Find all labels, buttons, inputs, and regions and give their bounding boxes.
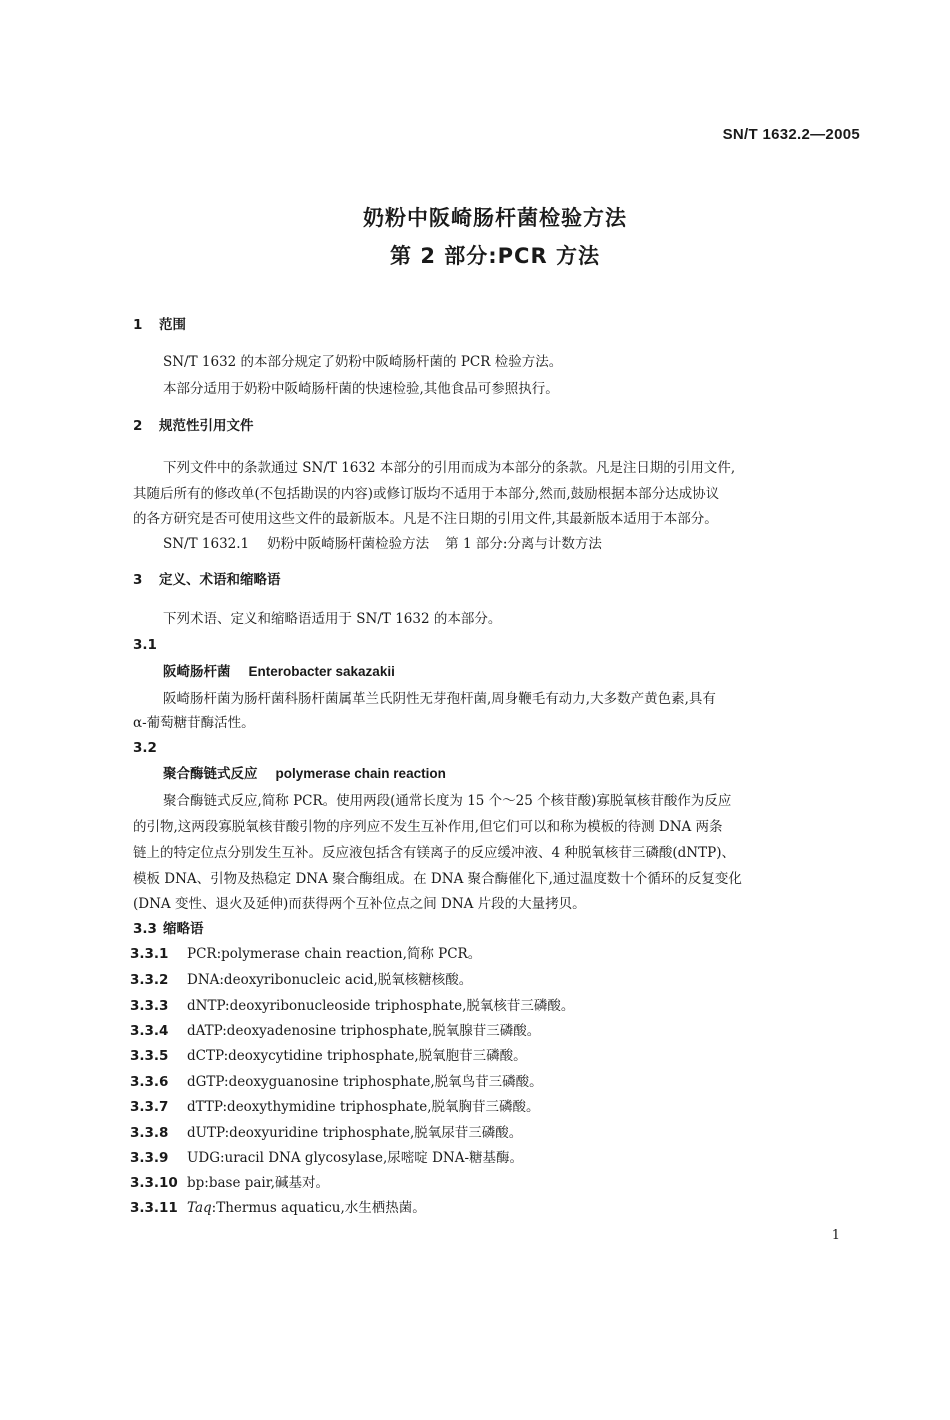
item-number: 3.3.4 bbox=[130, 1023, 169, 1039]
item-number: 3.3.9 bbox=[130, 1150, 169, 1166]
item-text: dGTP:deoxyguanosine triphosphate,脱氧鸟苷三磷酸。 bbox=[187, 1074, 543, 1090]
abbreviation-item bbox=[130, 1046, 527, 1066]
item-number: 3.3.5 bbox=[130, 1048, 169, 1064]
abbreviation-item bbox=[130, 1021, 540, 1041]
item-number: 3.3.10 bbox=[130, 1175, 178, 1191]
definition-3-1-line-2: α-葡萄糖苷酶活性。 bbox=[133, 715, 255, 731]
definitions-intro: 下列术语、定义和缩略语适用于 SN/T 1632 的本部分。 bbox=[163, 611, 502, 627]
abbreviation-item bbox=[130, 944, 481, 964]
item-text: :Thermus aquaticu,水生栖热菌。 bbox=[211, 1200, 426, 1216]
normative-line-3: 的各方研究是否可使用这些文件的最新版本。凡是不注日期的引用文件,其最新版本适用于本部分。 bbox=[133, 511, 718, 527]
item-text: bp:base pair,碱基对。 bbox=[187, 1175, 330, 1191]
normative-line-1: 下列文件中的条款通过 SN/T 1632 本部分的引用而成为本部分的条款。凡是注日期的引用文件, bbox=[163, 460, 736, 476]
item-number: 3.3.6 bbox=[130, 1074, 169, 1090]
item-text: dATP:deoxyadenosine triphosphate,脱氧腺苷三磷酸。 bbox=[187, 1023, 541, 1039]
reference-title: 奶粉中阪崎肠杆菌检验方法 bbox=[267, 536, 430, 552]
item-number: 3.3.1 bbox=[130, 946, 169, 962]
section-title: 规范性引用文件 bbox=[159, 418, 254, 434]
reference-entry bbox=[163, 534, 602, 554]
term-english: Enterobacter sakazakii bbox=[248, 664, 395, 679]
section-2-heading bbox=[133, 416, 254, 436]
definition-3-2-line-5: (DNA 变性、退火及延伸)而获得两个互补位点之间 DNA 片段的大量拷贝。 bbox=[133, 896, 586, 912]
item-text: dCTP:deoxycytidine triphosphate,脱氧胞苷三磷酸。 bbox=[187, 1048, 527, 1064]
definition-3-2-term bbox=[163, 764, 446, 784]
item-number: 3.3.11 bbox=[130, 1200, 178, 1216]
scope-paragraph-2: 本部分适用于奶粉中阪崎肠杆菌的快速检验,其他食品可参照执行。 bbox=[163, 381, 559, 397]
section-number: 1 bbox=[133, 317, 143, 333]
item-number: 3.3.3 bbox=[130, 998, 169, 1014]
page-number: 1 bbox=[831, 1228, 840, 1243]
document-title: 奶粉中阪崎肠杆菌检验方法 bbox=[363, 206, 627, 230]
definition-3-2-line-4: 模板 DNA、引物及热稳定 DNA 聚合酶组成。在 DNA 聚合酶催化下,通过温度数十个循环的反复变化 bbox=[133, 871, 742, 887]
abbreviations-heading bbox=[133, 919, 204, 939]
abbreviation-item bbox=[130, 1097, 540, 1117]
item-italic-abbrev: Taq bbox=[187, 1200, 212, 1216]
definition-3-1-line-1: 阪崎肠杆菌为肠杆菌科肠杆菌属革兰氏阴性无芽孢杆菌,周身鞭毛有动力,大多数产黄色素,具有 bbox=[163, 691, 716, 707]
document-subtitle: 第 2 部分:PCR 方法 bbox=[390, 244, 600, 268]
section-number: 3.3 bbox=[133, 921, 157, 937]
abbreviation-item bbox=[130, 970, 472, 990]
abbreviation-item bbox=[130, 1123, 522, 1143]
reference-part: 第 1 部分:分离与计数方法 bbox=[445, 536, 602, 552]
definition-3-1-number: 3.1 bbox=[133, 637, 157, 653]
reference-code: SN/T 1632.1 bbox=[163, 536, 250, 552]
definition-3-1-term bbox=[163, 662, 395, 682]
section-title: 缩略语 bbox=[163, 921, 204, 937]
section-1-heading bbox=[133, 315, 186, 335]
item-number: 3.3.7 bbox=[130, 1099, 169, 1115]
standard-code: SN/T 1632.2—2005 bbox=[722, 126, 860, 143]
item-text: dUTP:deoxyuridine triphosphate,脱氧尿苷三磷酸。 bbox=[187, 1125, 523, 1141]
abbreviation-item bbox=[130, 1148, 523, 1168]
item-text: DNA:deoxyribonucleic acid,脱氧核糖核酸。 bbox=[187, 972, 473, 988]
section-title: 定义、术语和缩略语 bbox=[159, 572, 281, 588]
term-chinese: 聚合酶链式反应 bbox=[163, 766, 258, 782]
section-3-heading bbox=[133, 570, 281, 590]
normative-line-2: 其随后所有的修改单(不包括勘误的内容)或修订版均不适用于本部分,然而,鼓励根据本部分达成协议 bbox=[133, 486, 720, 502]
term-chinese: 阪崎肠杆菌 bbox=[163, 664, 231, 680]
scope-paragraph-1: SN/T 1632 的本部分规定了奶粉中阪崎肠杆菌的 PCR 检验方法。 bbox=[163, 354, 563, 370]
item-text: UDG:uracil DNA glycosylase,尿嘧啶 DNA-糖基酶。 bbox=[187, 1150, 524, 1166]
item-number: 3.3.2 bbox=[130, 972, 169, 988]
definition-3-2-number: 3.2 bbox=[133, 740, 157, 756]
definition-3-2-line-3: 链上的特定位点分别发生互补。反应液包括含有镁离子的反应缓冲液、4 种脱氧核苷三磷酸(dNTP)、 bbox=[133, 845, 735, 861]
section-number: 3 bbox=[133, 572, 143, 588]
item-text: PCR:polymerase chain reaction,简称 PCR。 bbox=[187, 946, 482, 962]
section-number: 2 bbox=[133, 418, 143, 434]
definition-3-2-line-1: 聚合酶链式反应,简称 PCR。使用两段(通常长度为 15 个～25 个核苷酸)寡脱氧核苷酸作为反应 bbox=[163, 793, 732, 809]
definition-3-2-line-2: 的引物,这两段寡脱氧核苷酸引物的序列应不发生互补作用,但它们可以和称为模板的待测 DNA 两条 bbox=[133, 819, 723, 835]
item-text: dNTP:deoxyribonucleoside triphosphate,脱氧核苷三磷酸。 bbox=[187, 998, 575, 1014]
item-text: dTTP:deoxythymidine triphosphate,脱氧胸苷三磷酸。 bbox=[187, 1099, 540, 1115]
item-number: 3.3.8 bbox=[130, 1125, 169, 1141]
term-english: polymerase chain reaction bbox=[275, 766, 446, 781]
section-title: 范围 bbox=[159, 317, 186, 333]
abbreviation-item bbox=[130, 1072, 543, 1092]
abbreviation-item bbox=[130, 996, 574, 1016]
abbreviation-item bbox=[130, 1173, 329, 1193]
abbreviation-item bbox=[130, 1198, 426, 1218]
